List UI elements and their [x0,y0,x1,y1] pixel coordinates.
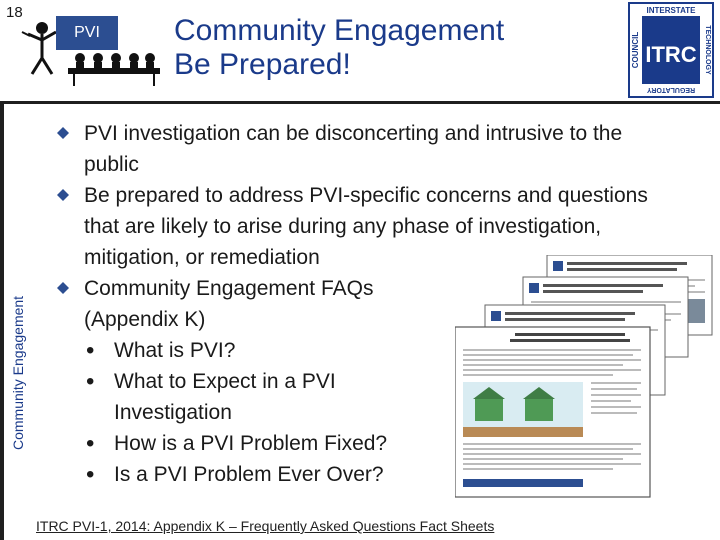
dot-bullet-icon: • [86,430,95,457]
sub-bullet-item [54,428,664,459]
section-side-label: Community Engagement [10,295,26,450]
sub-bullet-text: What to Expect in a PVI Investigation [114,370,336,424]
bullet-item [54,180,674,273]
diamond-bullet-icon [57,127,69,139]
slide-number: 18 [6,4,23,21]
logo-center-text: ITRC [645,42,697,67]
diamond-bullet-icon [57,189,69,201]
pvi-badge: PVI [56,16,118,50]
sub-bullet-text: How is a PVI Problem Fixed? [114,432,388,455]
sub-bullet-item [54,459,664,490]
logo-bottom-text: REGULATORY [646,86,696,93]
logo-left-text: COUNCIL [631,31,640,69]
header-divider [0,101,720,104]
logo-top-text: INTERSTATE [646,6,696,15]
bullet-text: Community Engagement FAQs (Appendix K) [84,277,374,331]
slide-title [174,14,504,82]
dot-bullet-icon: • [86,337,95,364]
citation-link[interactable]: ITRC PVI-1, 2014: Appendix K – Frequently Asked Questions Fact Sheets [36,518,495,534]
side-divider [0,104,4,540]
dot-bullet-icon: • [86,461,95,488]
title-line-2: Be Prepared! [174,48,351,81]
bullet-item [54,273,424,335]
itrc-logo [628,2,714,98]
bullet-item [54,118,664,180]
title-line-1: Community Engagement [174,14,505,47]
sub-bullet-item [54,335,664,366]
bullet-text: PVI investigation can be disconcerting and intrusive to the public [84,122,623,176]
diamond-bullet-icon [57,282,69,294]
dot-bullet-icon: • [86,368,95,395]
logo-right-text: TECHNOLOGY [704,25,711,75]
bullet-list [54,118,664,490]
sub-bullet-item [54,366,394,428]
bullet-text: Be prepared to address PVI-specific concerns and questions that are likely to arise during any phase of investigation, mitigation, or remediation [84,184,648,269]
sub-bullet-text: What is PVI? [114,339,236,362]
sub-bullet-text: Is a PVI Problem Ever Over? [114,463,384,486]
